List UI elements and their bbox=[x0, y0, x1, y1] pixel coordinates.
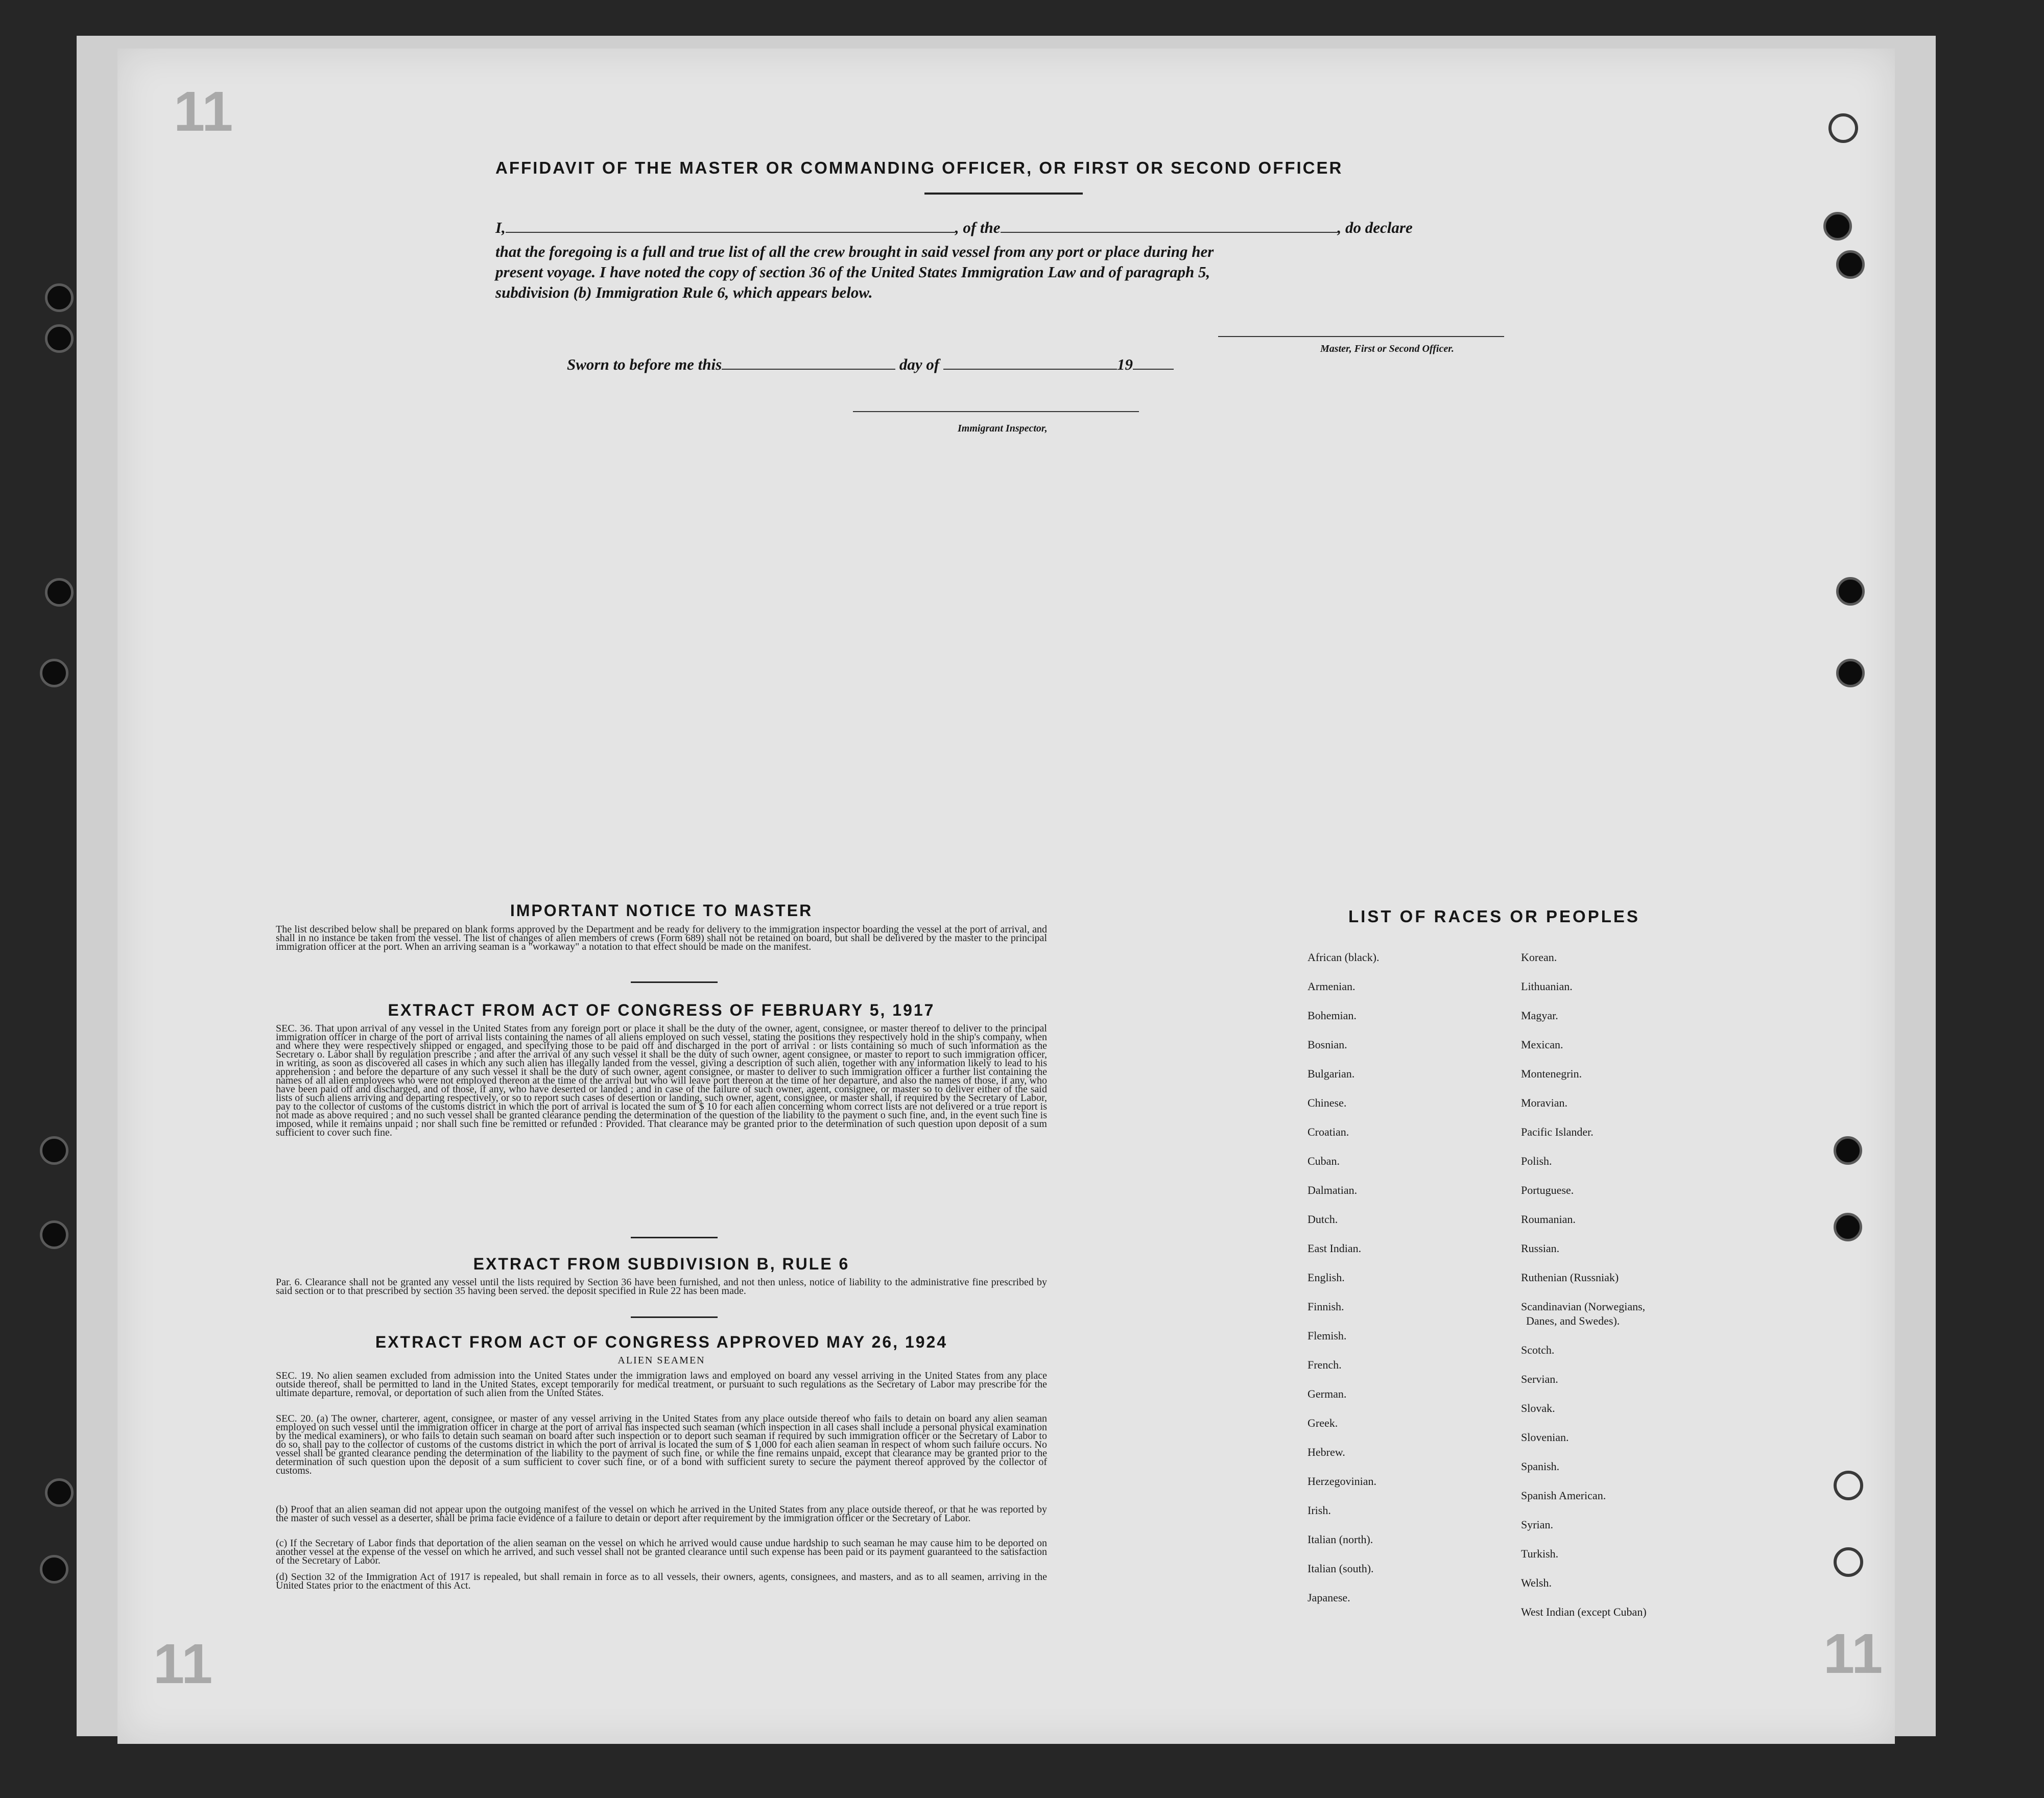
race-item: Servian. bbox=[1521, 1373, 1558, 1385]
binder-hole bbox=[1836, 577, 1865, 606]
race-item: Welsh. bbox=[1521, 1576, 1552, 1589]
race-item: Spanish. bbox=[1521, 1460, 1560, 1473]
race-item: Lithuanian. bbox=[1521, 980, 1573, 993]
inspector-signature-caption: Immigrant Inspector, bbox=[958, 423, 1048, 434]
declaration-line-1 bbox=[495, 219, 1413, 237]
section-rule bbox=[631, 981, 718, 983]
race-item: Portuguese. bbox=[1521, 1184, 1574, 1196]
race-item: Irish. bbox=[1308, 1504, 1331, 1517]
master-signature-line[interactable] bbox=[1218, 336, 1504, 337]
race-item: Italian (south). bbox=[1308, 1562, 1374, 1575]
race-item: Scandinavian (Norwegians, bbox=[1521, 1300, 1646, 1313]
binder-hole bbox=[1834, 1471, 1863, 1500]
race-item: Flemish. bbox=[1308, 1329, 1347, 1342]
bleed-through-page-number: 11 bbox=[174, 80, 233, 143]
sworn-text: Sworn to before me this bbox=[567, 355, 722, 373]
extract-1924-title: EXTRACT FROM ACT OF CONGRESS APPROVED MAY 26, 1924 bbox=[375, 1333, 948, 1351]
sworn-year-blank[interactable] bbox=[1133, 369, 1174, 370]
race-item: Moravian. bbox=[1521, 1096, 1568, 1109]
binder-hole bbox=[40, 1220, 68, 1249]
race-item: Polish. bbox=[1521, 1155, 1552, 1167]
declaration-do-declare: , do declare bbox=[1337, 219, 1413, 236]
title-rule bbox=[924, 193, 1083, 195]
race-item: German. bbox=[1308, 1387, 1347, 1400]
race-item: Dutch. bbox=[1308, 1213, 1338, 1226]
bleed-through-page-number: 11 bbox=[153, 1633, 213, 1695]
declaration-line-4: subdivision (b) Immigration Rule 6, which appears below. bbox=[495, 283, 873, 301]
extract-1924-sec20b: (b) Proof that an alien seaman did not appear upon the outgoing manifest of the vessel on which he arrived in the United States from any place outside thereof, or that he was reported by the master of such vessel as a deserter, shall be prima facie evidence of a failure to detain or deport after requirement by the immigration officer or the Secretary of Labor. bbox=[276, 1504, 1047, 1524]
extract-1924-sec20c: (c) If the Secretary of Labor finds that deportation of the alien seaman on the vessel on which he arrived would cause undue hardship to such seaman he may cause him to be deported on another vessel at the expense of the vessel on which he arrived, and such vessel shall not be granted clearance until such expense has been paid or its payment guaranteed to the satisfaction of the Secretary of Labor. bbox=[276, 1538, 1047, 1566]
binder-hole bbox=[45, 1478, 74, 1507]
bleed-through-page-number: 11 bbox=[1823, 1622, 1883, 1685]
sworn-day-blank[interactable] bbox=[722, 369, 895, 370]
binder-hole bbox=[40, 1555, 68, 1584]
race-item: Magyar. bbox=[1521, 1009, 1558, 1022]
extract-1924-sec19: SEC. 19. No alien seamen excluded from admission into the United States under the immigration laws and employed on board any vessel arriving in the United States from any place outside thereof, shall be permitted to land in the United States, except temporarily for medical treatment, or pursuant to such regulations as the Secretary of Labor may prescribe for the ultimate departure, removal, or deportation of such alien from the United States. bbox=[276, 1370, 1047, 1399]
affidavit-title: AFFIDAVIT OF THE MASTER OR COMMANDING OFFICER, OR FIRST OR SECOND OFFICER bbox=[495, 158, 1343, 177]
binder-hole bbox=[1828, 113, 1858, 143]
declaration-of-the: , of the bbox=[955, 219, 1001, 236]
race-item: Herzegovinian. bbox=[1308, 1475, 1376, 1488]
master-name-blank[interactable] bbox=[506, 232, 955, 233]
race-item: Japanese. bbox=[1308, 1591, 1350, 1604]
race-item: East Indian. bbox=[1308, 1242, 1362, 1255]
section-rule bbox=[631, 1316, 718, 1318]
race-item: Pacific Islander. bbox=[1521, 1125, 1594, 1138]
extract-1924-sec20a: SEC. 20. (a) The owner, charterer, agent, consignee, or master of any vessel arriving in the United States from any place outside thereof who fails to detain on board any alien seaman employed on such vessel until the immigration officer in charge at the port of arrival has inspected such seaman (which inspection in all cases shall include a personal physical examination by the medical examiners), or who fails to detain such seaman on board after such inspection or to deport such seaman if required by such immigration officer or the Secretary of Labor to do so, shall pay to the collector of customs of the customs district in which the port of arrival is located the sum of $ 1,000 for each alien seaman in respect of whom such failure occurs. No vessel shall be granted clearance pending the determination of the liability to the payment of such fine, or while the fine remains unpaid, except that clearance may be granted prior to the determination of such question upon the deposit of a sum sufficient to cover such fine, or of a bond with sufficient surety to secure the payment thereof approved by the collector of customs. bbox=[276, 1413, 1047, 1476]
master-signature-caption: Master, First or Second Officer. bbox=[1320, 343, 1454, 354]
race-item: Montenegrin. bbox=[1521, 1067, 1582, 1080]
race-item: Roumanian. bbox=[1521, 1213, 1576, 1226]
race-item: Armenian. bbox=[1308, 980, 1356, 993]
extract-1924-sec20d: (d) Section 32 of the Immigration Act of 1917 is repealed, but shall remain in force as to all vessels, their owners, agents, consignees, and masters, and as to all seamen, arriving in the United States prior to the enactment of this Act. bbox=[276, 1571, 1047, 1591]
race-item: Ruthenian (Russniak) bbox=[1521, 1271, 1619, 1284]
binder-hole bbox=[40, 1136, 68, 1165]
document-page bbox=[117, 49, 1895, 1744]
sworn-month-blank[interactable] bbox=[943, 369, 1117, 370]
extract-1924-subtitle: ALIEN SEAMEN bbox=[617, 1355, 705, 1366]
race-item: French. bbox=[1308, 1358, 1342, 1371]
race-item: Bohemian. bbox=[1308, 1009, 1357, 1022]
race-item: Slovak. bbox=[1521, 1402, 1555, 1415]
sworn-year: 19 bbox=[1117, 355, 1133, 373]
race-item: Bulgarian. bbox=[1308, 1067, 1355, 1080]
race-item: Dalmatian. bbox=[1308, 1184, 1358, 1196]
race-item: Greek. bbox=[1308, 1417, 1338, 1429]
declaration-line-2: that the foregoing is a full and true list of all the crew brought in said vessel from any port or place during her bbox=[495, 243, 1214, 260]
binder-hole bbox=[1834, 1136, 1862, 1165]
vessel-name-blank[interactable] bbox=[1001, 232, 1338, 233]
race-item: Croatian. bbox=[1308, 1125, 1349, 1138]
race-item: Hebrew. bbox=[1308, 1446, 1345, 1458]
race-item: Cuban. bbox=[1308, 1155, 1340, 1167]
binder-hole bbox=[45, 283, 74, 312]
sworn-line bbox=[567, 355, 1174, 374]
binder-hole bbox=[1823, 212, 1852, 241]
race-item: Russian. bbox=[1521, 1242, 1560, 1255]
race-item: Syrian. bbox=[1521, 1518, 1553, 1531]
race-item: Scotch. bbox=[1521, 1344, 1555, 1356]
races-list-title: LIST OF RACES OR PEOPLES bbox=[1348, 907, 1640, 926]
binder-hole bbox=[45, 578, 74, 607]
race-item: Bosnian. bbox=[1308, 1038, 1347, 1051]
important-notice-title: IMPORTANT NOTICE TO MASTER bbox=[510, 901, 813, 920]
binder-hole bbox=[1836, 659, 1865, 687]
inspector-signature-line[interactable] bbox=[853, 411, 1139, 412]
important-notice-body: The list described below shall be prepared on blank forms approved by the Department and be ready for delivery to the immigration inspector boarding the vessel at the port of arrival, and shall in no instance be taken from the vessel. The list of changes of alien members of crews (Form 689) shall not be retained on board, but shall be delivered by the master to the principal immigration officer at the port. When an arriving seaman is a "workaway" a notation to that effect should be made on the manifest. bbox=[276, 924, 1047, 952]
binder-hole bbox=[1834, 1213, 1862, 1241]
binder-hole bbox=[1836, 250, 1865, 279]
extract-rule6-body: Par. 6. Clearance shall not be granted any vessel until the lists required by Section 36 have been furnished, and not then unless, notice of liability to the administrative fine prescribed by said section or to that prescribed by section 35 having been served. the deposit specified in Rule 22 has been made. bbox=[276, 1277, 1047, 1297]
binder-hole bbox=[45, 324, 74, 353]
race-item: English. bbox=[1308, 1271, 1345, 1284]
extract-1917-body: SEC. 36. That upon arrival of any vessel in the United States from any foreign port or place it shall be the duty of the owner, agent, consignee, or master thereof to deliver to the principal immigration officer in charge of the port of arrival lists containing the names of all aliens employed on such vessel, stating the positions they respectively hold in the ship's company, when and where they were respectively shipped or engaged, and specifying those to be paid off and discharged in the port of arrival : or lists containing so much of such information as the Secretary o. Labor shall by regulation prescribe ; and after the arrival of any such vessel it shall be the duty of such owner, agent consignee, or master to report to such immigration officer, in writing, as soon as discovered all cases in which any such alien has illegally landed from the vessel, giving a description of such alien, together with any information likely to lead to his apprehension ; and before the departure of any such vessel it shall be the duty of such owner, agent consignee, or master to deliver to such immigration officer a further list containing the names of all alien employees who were not employed thereon at the time of the arrival but who will leave port thereon at the time of her departure, and also the names of those, if any, who have been paid off and discharged, and of those, if any, who have deserted or landed ; and in case of the failure of such owner, agent, consignee, or master so to deliver either of the said lists of such aliens arriving and departing respectively, or so to report such cases of desertion or landing, such owner, agent, consignee, or master shall, if required by the Secretary of Labor, pay to the collector of customs of the customs district in which the port of arrival is located the sum of $ 10 for each alien concerning whom correct lists are not delivered or a true report is not made as above required ; and no such vessel shall be granted clearance pending the determination of the question of the liability to the payment o such fine, and, in the event such fine is imposed, while it remains unpaid ; nor shall such fine be remitted or refunded : Provided. That clearance may be granted prior to the determination of such question upon deposit of a sum sufficient to cover such fine. bbox=[276, 1023, 1047, 1138]
race-item: West Indian (except Cuban) bbox=[1521, 1605, 1647, 1618]
race-item: Mexican. bbox=[1521, 1038, 1563, 1051]
race-item: Korean. bbox=[1521, 951, 1557, 964]
race-item: Danes, and Swedes). bbox=[1526, 1314, 1620, 1327]
binder-hole bbox=[1834, 1547, 1863, 1577]
extract-1917-title: EXTRACT FROM ACT OF CONGRESS OF FEBRUARY 5, 1917 bbox=[388, 1001, 935, 1019]
declaration-i: I, bbox=[495, 219, 506, 236]
race-item: Slovenian. bbox=[1521, 1431, 1569, 1444]
sworn-day-of: day of bbox=[899, 355, 940, 373]
race-item: African (black). bbox=[1308, 951, 1380, 964]
race-item: Chinese. bbox=[1308, 1096, 1347, 1109]
declaration-line-3: present voyage. I have noted the copy of section 36 of the United States Immigration Law and of paragraph 5, bbox=[495, 263, 1210, 281]
race-item: Spanish American. bbox=[1521, 1489, 1606, 1502]
race-item: Finnish. bbox=[1308, 1300, 1344, 1313]
race-item: Turkish. bbox=[1521, 1547, 1559, 1560]
extract-rule6-title: EXTRACT FROM SUBDIVISION B, RULE 6 bbox=[473, 1255, 850, 1273]
binder-hole bbox=[40, 659, 68, 687]
section-rule bbox=[631, 1237, 718, 1238]
race-item: Italian (north). bbox=[1308, 1533, 1373, 1546]
